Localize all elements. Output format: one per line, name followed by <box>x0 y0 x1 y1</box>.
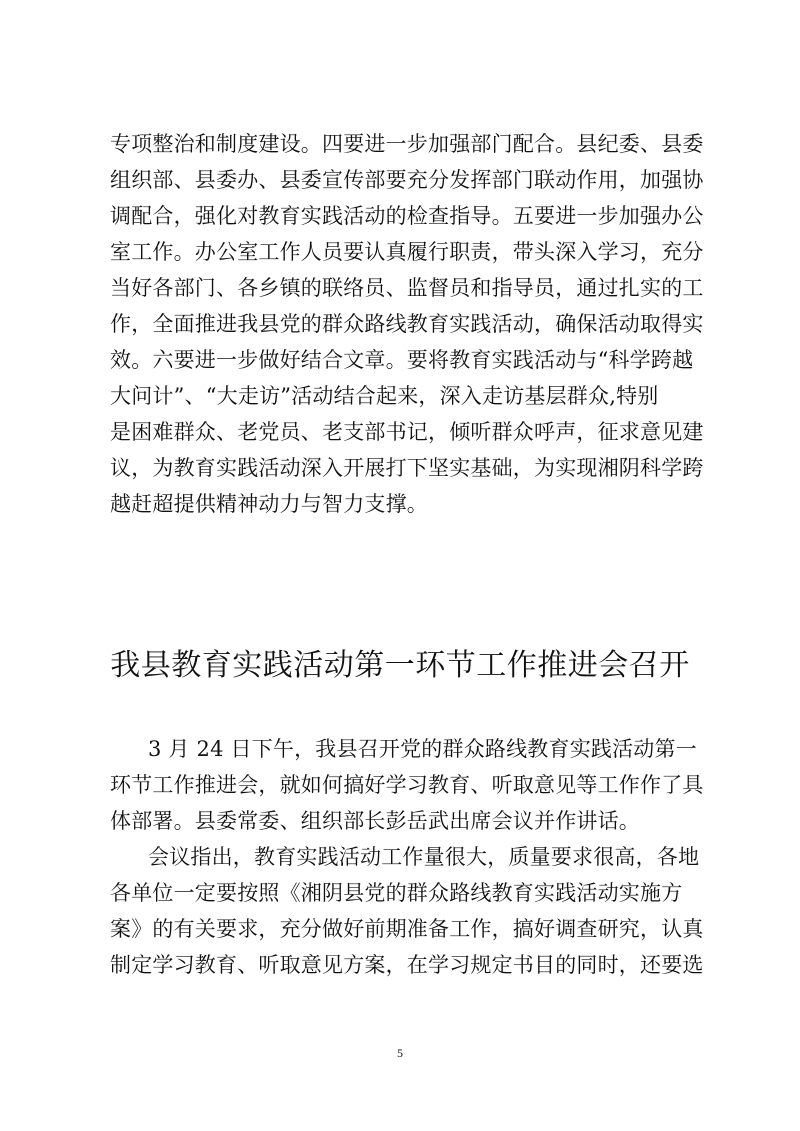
text-line: 体部署。县委常委、组织部长彭岳武出席会议并作讲话。 <box>110 809 640 833</box>
article-paragraph-1 <box>110 731 704 839</box>
text-line: 案》的有关要求，充分做好前期准备工作，搞好调查研究，认真 <box>110 917 704 941</box>
text-line: 当好各部门、各乡镇的联络员、监督员和指导员，通过扎实的工 <box>110 276 704 300</box>
text-line: 作，全面推进我县党的群众路线教育实践活动，确保活动取得实 <box>110 312 704 336</box>
text-line: 制定学习教育、听取意见方案，在学习规定书目的同时，还要选 <box>110 953 704 977</box>
text-line: 效。六要进一步做好结合文章。要将教育实践活动与“科学跨越 <box>110 348 694 372</box>
text-line: 各单位一定要按照《湘阴县党的群众路线教育实践活动实施方 <box>110 881 683 905</box>
text-line: 调配合，强化对教育实践活动的检查指导。五要进一步加强办公 <box>110 204 704 228</box>
article-paragraph-2 <box>110 839 704 983</box>
text-line: 大问计”、“大走访”活动结合起来，深入走访基层群众,特别 <box>110 384 659 408</box>
text-line: 3 月 24 日下午，我县召开党的群众路线教育实践活动第一 <box>148 737 697 761</box>
text-line: 会议指出，教育实践活动工作量很大，质量要求很高，各地 <box>148 845 700 869</box>
text-line: 室工作。办公室工作人员要认真履行职责，带头深入学习，充分 <box>110 240 704 264</box>
text-line: 组织部、县委办、县委宣传部要充分发挥部门联动作用，加强协 <box>110 168 704 192</box>
page-number: 5 <box>397 1046 403 1060</box>
text-line: 环节工作推进会，就如何搞好学习教育、听取意见等工作作了具 <box>110 773 704 797</box>
text-line: 越赶超提供精神动力与智力支撑。 <box>110 492 428 516</box>
text-line: 议，为教育实践活动深入开展打下坚实基础，为实现湘阴科学跨 <box>110 456 704 480</box>
text-line: 是困难群众、老党员、老支部书记，倾听群众呼声，征求意见建 <box>110 420 704 444</box>
article-title: 我县教育实践活动第一环节工作推进会召开 <box>110 648 690 683</box>
continued-paragraph <box>110 126 704 522</box>
text-line: 专项整治和制度建设。四要进一步加强部门配合。县纪委、县委 <box>110 132 704 156</box>
